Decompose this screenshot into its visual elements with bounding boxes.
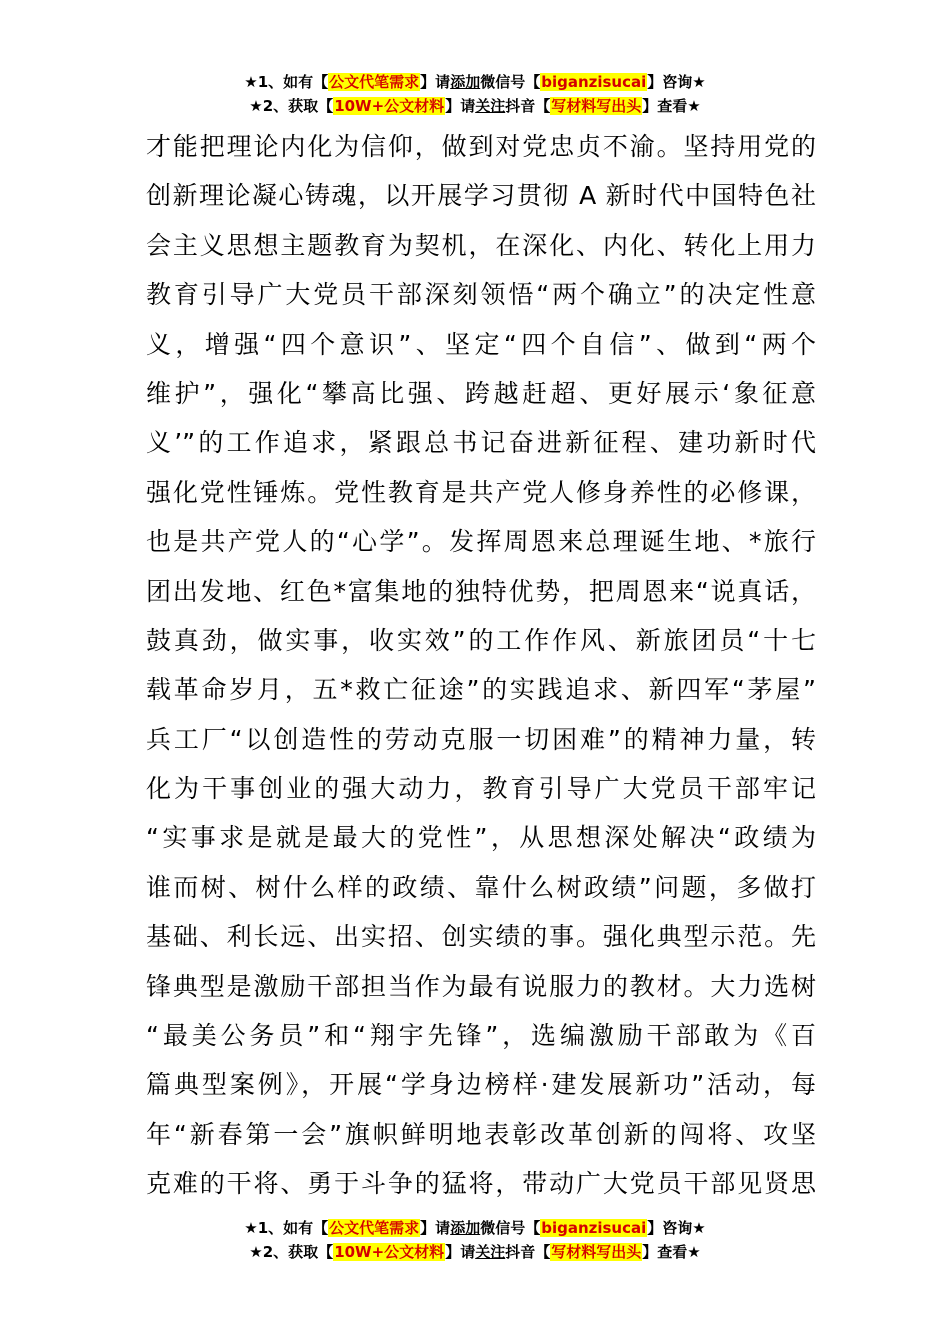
banner-text: 抖音【	[505, 97, 551, 115]
text-line: 才能把理论内化为信仰，做到对党忠贞不渝。坚持用党的	[146, 132, 816, 161]
text-line: 基础、利长远、出实招、创实绩的事。强化典型示范。先	[146, 922, 816, 952]
text-line: “最美公务员”和“翔宇先锋”，选编激励干部敢为《百	[146, 1021, 816, 1051]
banner-highlight: 写材料写出头	[551, 97, 642, 115]
text-line: 锋典型是激励干部担当作为最有说服力的教材。大力选树	[146, 971, 816, 1001]
text-line: 兵工厂“以创造性的劳动克服一切困难”的精神力量，转	[146, 724, 816, 754]
banner-highlight: 公文代笔需求	[329, 73, 420, 91]
banner-text: 】请	[420, 73, 451, 91]
banner-line-1	[0, 1216, 950, 1240]
banner-line-1	[0, 70, 950, 94]
banner-text: 微信号【	[480, 73, 541, 91]
footer-banner	[0, 1216, 950, 1264]
text-line: 谁而树、树什么样的政绩、靠什么树政绩”问题，多做打	[146, 872, 816, 902]
text-line: 维护”，强化“攀高比强、跨越赶超、更好展示‘象征意	[146, 378, 816, 408]
banner-text: 】咨询★	[647, 73, 706, 91]
banner-text: ★2、获取【	[249, 1243, 334, 1261]
text-line: 教育引导广大党员干部深刻领悟“两个确立”的决定性意	[146, 280, 816, 310]
banner-underline: 关注	[475, 97, 506, 115]
text-line: 创新理论凝心铸魂，以开展学习贯彻 A 新时代中国特色社	[146, 181, 816, 211]
banner-text: 】请	[420, 1219, 451, 1237]
text-line: 义，增强“四个意识”、坚定“四个自信”、做到“两个	[146, 329, 816, 359]
text-line: 鼓真劲，做实事，收实效”的工作作风、新旅团员“十七	[146, 625, 816, 655]
banner-highlight: 公文代笔需求	[329, 1219, 420, 1237]
text-line: 年“新春第一会”旗帜鲜明地表彰改革创新的闯将、攻坚	[146, 1119, 816, 1149]
text-line: 义’”的工作追求，紧跟总书记奋进新征程、建功新时代	[146, 428, 816, 458]
banner-underline: 关注	[475, 1243, 506, 1261]
text-line: 强化党性锤炼。党性教育是共产党人修身养性的必修课，	[146, 477, 816, 507]
text-line: 也是共产党人的“心学”。发挥周恩来总理诞生地、*旅行	[146, 527, 816, 557]
banner-text: 】查看★	[642, 97, 701, 115]
text-line: 篇典型案例》，开展“学身边榜样·建发展新功”活动，每	[146, 1070, 816, 1100]
text-line: 克难的干将、勇于斗争的猛将，带动广大党员干部见贤思	[146, 1169, 816, 1199]
text-line: “实事求是就是最大的党性”，从思想深处解决“政绩为	[146, 823, 816, 853]
banner-underline: 添加	[450, 1219, 481, 1237]
banner-line-2	[0, 1240, 950, 1264]
banner-highlight: 10W+公文材料	[334, 97, 445, 115]
text-line: 会主义思想主题教育为契机，在深化、内化、转化上用力	[146, 230, 816, 260]
document-body	[146, 122, 816, 1209]
banner-highlight: biganzisucai	[541, 1219, 647, 1237]
banner-text: 】查看★	[642, 1243, 701, 1261]
banner-text: ★1、如有【	[244, 1219, 329, 1237]
header-banner	[0, 70, 950, 118]
banner-highlight: 写材料写出头	[551, 1243, 642, 1261]
text-line: 化为干事创业的强大动力，教育引导广大党员干部牢记	[146, 774, 816, 804]
banner-text: 微信号【	[480, 1219, 541, 1237]
banner-text: 】请	[445, 1243, 476, 1261]
banner-line-2	[0, 94, 950, 118]
banner-text: 】咨询★	[647, 1219, 706, 1237]
banner-highlight: biganzisucai	[541, 73, 647, 91]
banner-text: 】请	[445, 97, 476, 115]
banner-highlight: 10W+公文材料	[334, 1243, 445, 1261]
text-line: 载革命岁月，五*救亡征途”的实践追求、新四军“茅屋”	[146, 675, 816, 705]
banner-text: ★2、获取【	[249, 97, 334, 115]
banner-text: ★1、如有【	[244, 73, 329, 91]
banner-text: 抖音【	[505, 1243, 551, 1261]
text-line: 团出发地、红色*富集地的独特优势，把周恩来“说真话，	[146, 576, 816, 606]
banner-underline: 添加	[450, 73, 481, 91]
